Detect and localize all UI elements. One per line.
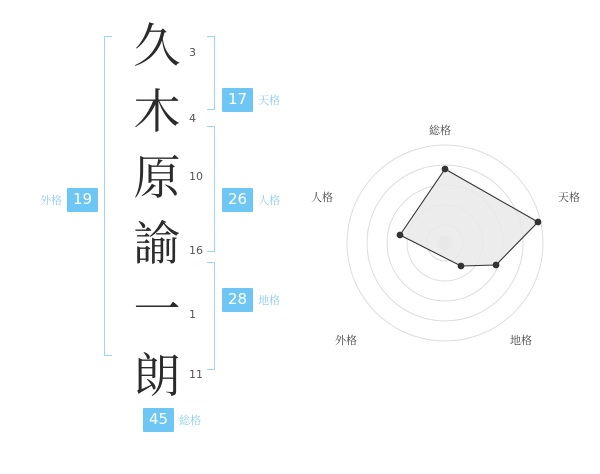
radar-point-chikaku — [493, 262, 500, 269]
kanji-character: 朗 — [133, 349, 181, 404]
radar-axis-label-soukaku: 総格 — [429, 124, 451, 137]
score-badge-tenkaku — [222, 88, 280, 112]
score-badge-soukaku — [143, 408, 201, 432]
kanji-character: 原 — [133, 151, 181, 206]
score-badge-jinkaku — [222, 188, 280, 212]
kanji-character: 諭 — [133, 217, 181, 272]
radar-series — [397, 166, 542, 270]
gaikaku-bracket — [104, 36, 105, 356]
score-value-soukaku: 45 — [143, 408, 174, 432]
score-value-chikaku: 28 — [222, 288, 253, 312]
score-label-tenkaku: 天格 — [258, 94, 281, 107]
tenkaku-bracket — [200, 36, 215, 110]
stroke-count: 16 — [189, 244, 203, 257]
stroke-count: 4 — [189, 112, 196, 125]
chikaku-bracket — [200, 262, 215, 370]
stroke-count: 10 — [189, 170, 203, 183]
kanji-character: 木 — [133, 85, 181, 140]
score-badge-gaikaku — [40, 188, 98, 212]
score-label-gaikaku: 外格 — [40, 194, 62, 207]
radar-point-soukaku — [442, 166, 449, 173]
score-value-gaikaku: 19 — [67, 188, 98, 212]
radar-svg — [310, 0, 600, 470]
score-label-chikaku: 地格 — [258, 294, 281, 307]
radar-axis-label-chikaku: 地格 — [510, 334, 532, 347]
jinkaku-bracket — [200, 126, 215, 252]
radar-point-tenkaku — [535, 219, 542, 226]
radar-point-gaikaku — [458, 263, 465, 270]
radar-point-jinkaku — [397, 232, 404, 239]
radar-axis-label-tenkaku: 天格 — [558, 191, 580, 204]
radar-axis-label-gaikaku: 外格 — [335, 334, 357, 347]
stroke-count: 1 — [189, 308, 196, 321]
stroke-count: 11 — [189, 368, 203, 381]
radar-axis-label-jinkaku: 人格 — [311, 191, 333, 204]
stroke-count: 3 — [189, 46, 196, 59]
score-label-soukaku: 総格 — [179, 414, 202, 427]
kanji-character: 一 — [133, 283, 181, 338]
score-value-jinkaku: 26 — [222, 188, 253, 212]
kanji-column — [128, 14, 186, 410]
score-value-tenkaku: 17 — [222, 88, 253, 112]
score-label-jinkaku: 人格 — [258, 194, 281, 207]
kakusu-radar-chart — [310, 0, 600, 470]
kanji-character: 久 — [133, 19, 181, 74]
score-badge-chikaku — [222, 288, 280, 312]
